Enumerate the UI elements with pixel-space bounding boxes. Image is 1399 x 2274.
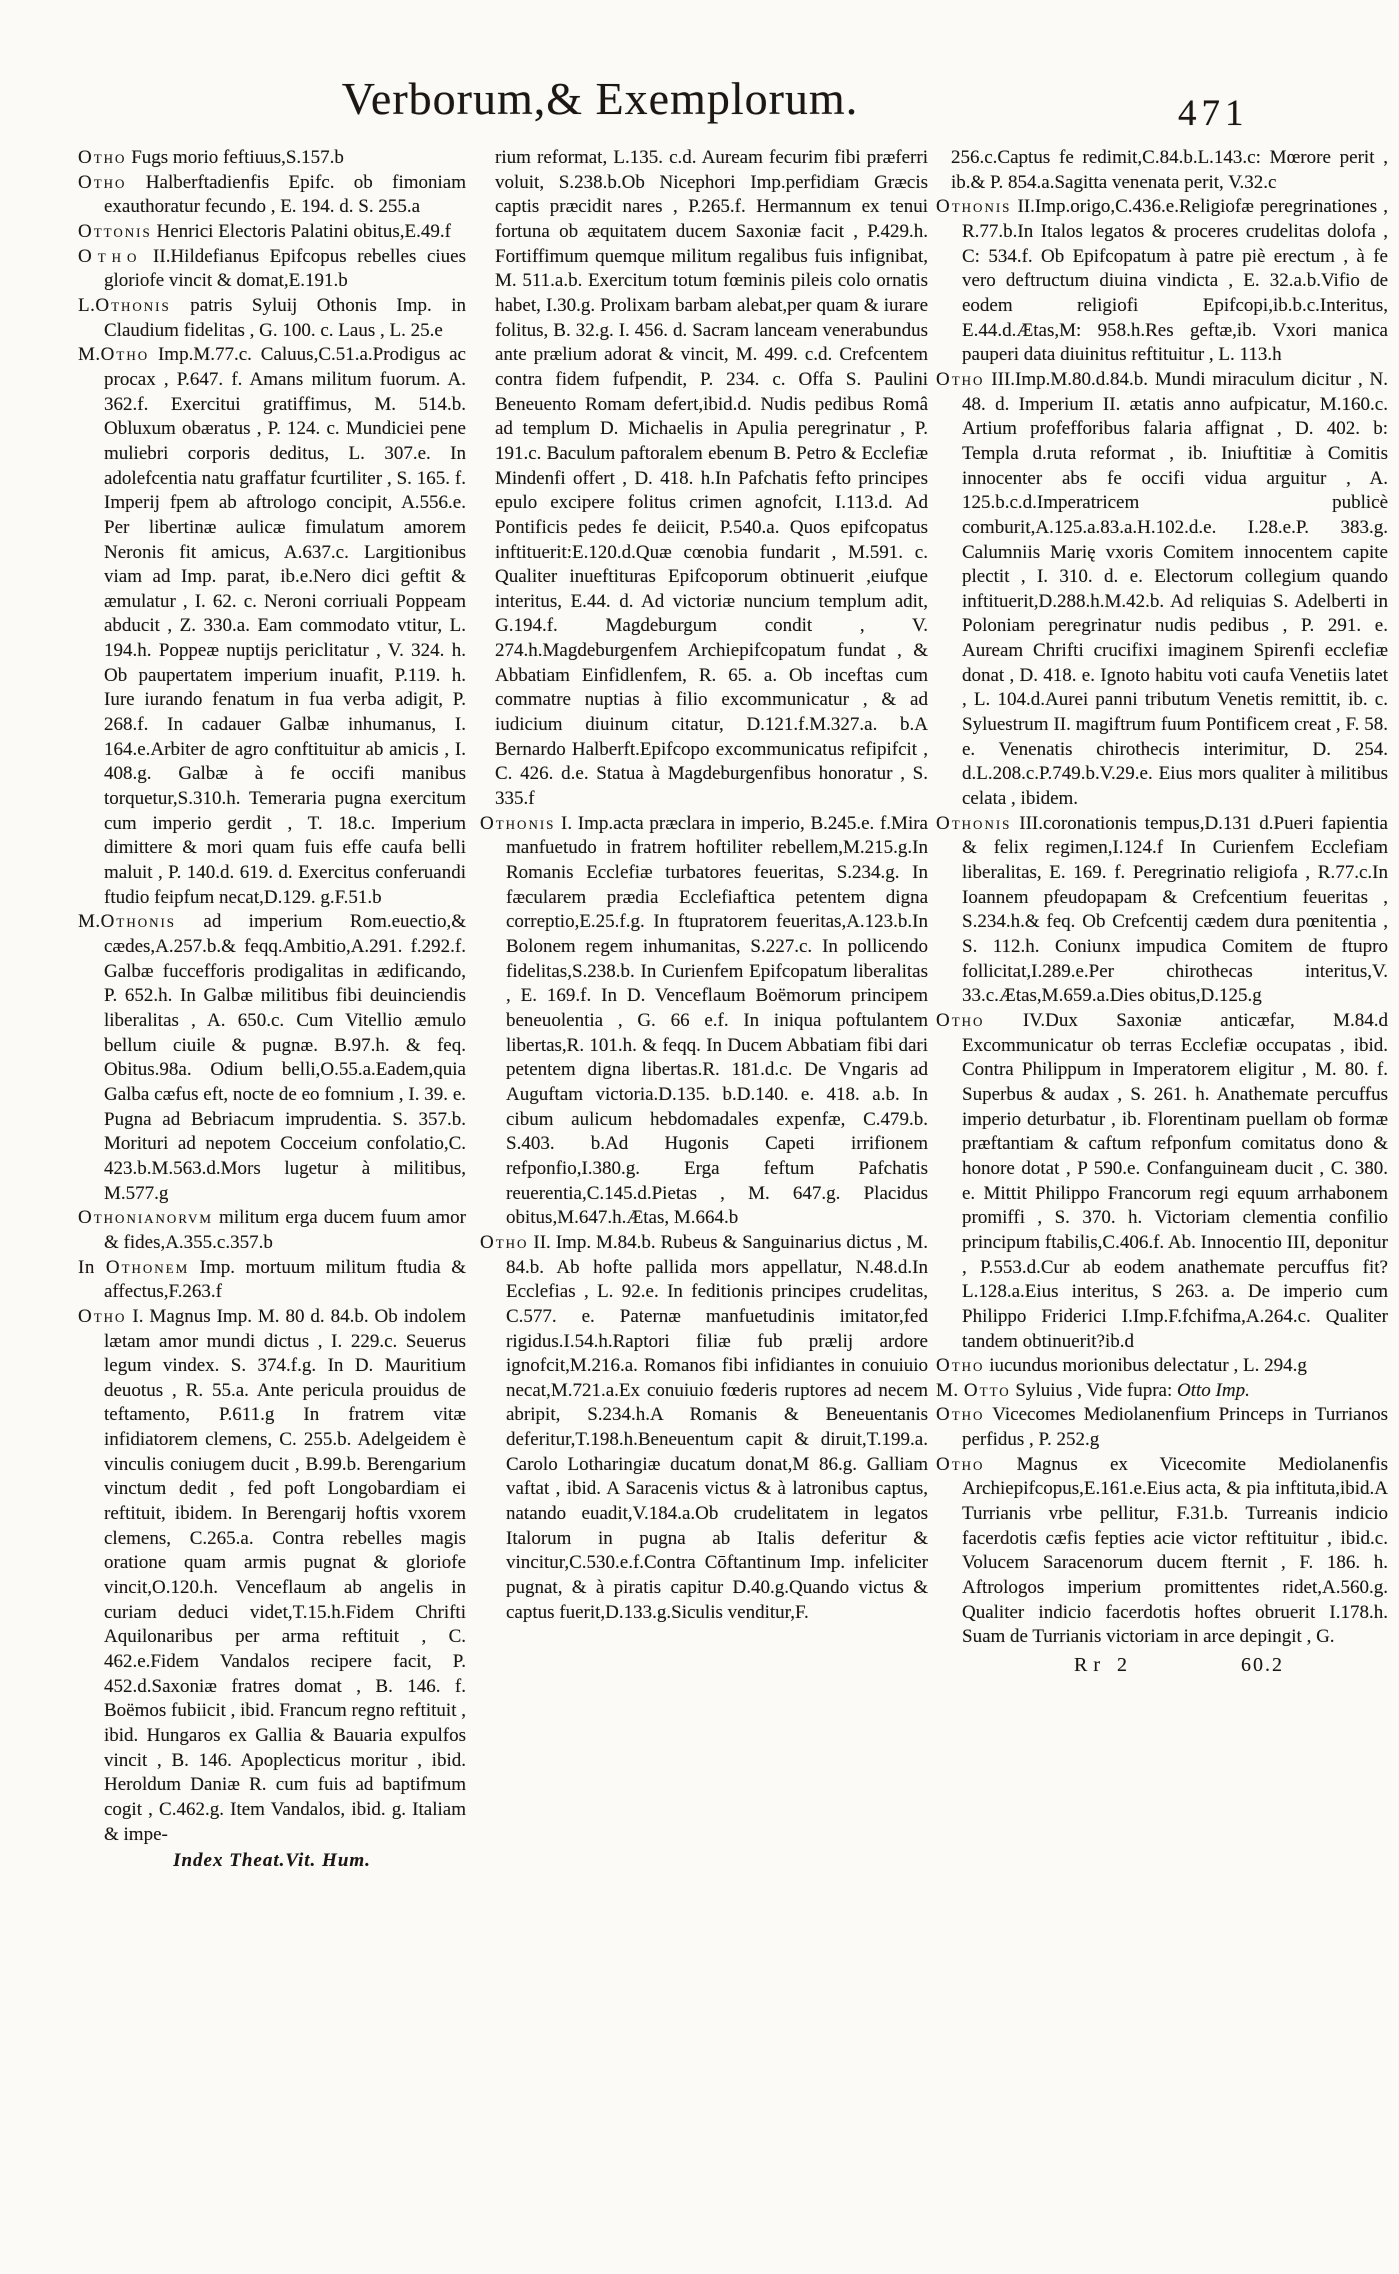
index-entry: [936, 812, 1388, 1009]
entry-headword: Otho: [936, 1453, 985, 1475]
index-entry: [936, 146, 1388, 195]
index-entry: [78, 294, 466, 343]
entry-text: Syluius , Vide fupra:: [1010, 1379, 1178, 1401]
entry-text: Fugs morio feftiuus,S.157.b: [126, 147, 344, 168]
index-entry: [78, 146, 466, 171]
entry-prefix: M.: [78, 344, 101, 366]
index-entry: [480, 1231, 928, 1626]
entry-headword: Otho: [936, 1009, 985, 1031]
index-entry: [78, 343, 466, 910]
entry-text: Magnus ex Vicecomite Mediolanenfis Archiepifcopus,E.161.e.Eius acta, & pia inftituta,ibid.A Turrianis vrbe pellitur, F.31.b. Turreanis indicio facerdotis cæfis fepties acie victor reftituitur , ibid.c. Volucem Saracenorum ducem fternit , F. 186. h. Aftrologos imperium promittentes ridet,A.560.g. Qualiter indicio facerdotis hoftes obruerit I.178.h. Suam de Turrianis victoriam in arce depingit , G.: [962, 1453, 1388, 1648]
entry-headword: Otho: [78, 245, 143, 267]
column-2: [480, 146, 928, 1625]
page-title: Verborum,& Exemplorum.: [341, 73, 859, 124]
entry-prefix: In: [78, 1256, 106, 1278]
entry-text: militum erga ducem fuum amor & fides,A.355.c.357.b: [104, 1207, 466, 1253]
entry-text: Henrici Electoris Palatini obitus,E.49.f: [151, 220, 451, 242]
entry-text: II.Imp.origo,C.436.e.Religiofæ peregrinationes , R.77.b.In Italos legatos & proceres crudelitas dolofa , C: 534.f. Ob Epifcopatum à patre piè erectum , à fe vero deftructum diuina vindicta , E. 32.a.b.Vifio de eodem religiofi Epifcopi,ib.b.c.Interitus, E.44.d.Ætas,M: 958.h.Res geftæ,ib. Vxori manica pauperi data diuinitus reftituitur , L. 113.h: [962, 196, 1388, 366]
index-entry: [936, 1403, 1388, 1452]
entry-text: 256.c.Captus fe redimit,C.84.b.L.143.c: Mœrore perit , ib.& P. 854.a.Sagitta venenata perit, V.32.c: [951, 147, 1388, 193]
entry-text: ad imperium Rom.euectio,& cædes,A.257.b.& feqq.Ambitio,A.291. f.292.f. Galbæ fuccefforis prodigalitas in ædificando, P. 652.h. In Galbæ militibus fibi deuinciendis liberalitas , A. 650.c. Cum Vitellio æmulo bellum ciuile & pugnæ. B.97.h. & feq. Obitus.98a. Odium belli,O.55.a.Eadem,quia Galba cæfus eft, nocte de eo fomnium , I. 39. e. Pugna ad Bebriacum imprudentia. S. 357.b. Morituri ad nepotem Cocceium confolatio,C. 423.b.M.563.d.Mors lugetur à militibus, M.577.g: [104, 911, 466, 1204]
entry-headword: Otho: [78, 1305, 127, 1327]
entry-prefix: M.: [78, 911, 101, 933]
index-entry: [936, 1009, 1388, 1354]
entry-text: II.Hildefianus Epifcopus rebelles ciues gloriofe vincit & domat,E.191.b: [104, 245, 466, 292]
index-entry: [936, 1379, 1388, 1404]
entry-text: I. Magnus Imp. M. 80 d. 84.b. Ob indolem lætam amor mundi dictus , I. 229.c. Seuerus legum vindex. S. 374.f.g. In D. Mauritium deuotus , R. 55.a. Ante pericula prouidus de teftamento, P.611.g In fratrem vitæ infidiatorem clemens, C. 255.b. Adelgeidem è vinculis coniugem ducit , B.99.b. Berengarium vinctum dedit , fed poft Longobardiam ei reftituit, ibidem. In Berengarij hoftis vxorem clemens, C.265.a. Contra rebelles magis oratione quam armis pugnat & gloriofe vincit,O.120.h. Venceflaum ab angelis in curiam deduci videt,T.15.h.Fidem Chrifti Aquilonaribus per arma reftituit , C. 462.e.Fidem Vandalos recipere facit, P. 452.d.Saxoniæ fratres domat , B. 146. f. Boëmos fubiicit , ibid. Francum regno reftituit , ibid. Hungaros ex Gallia & Bauaria expulfos vincit , B. 146. Apoplecticus moritur , ibid. Heroldum Daniæ R. cum fuis ad baptifmum cogit , C.462.g. Item Vandalos, ibid. g. Italiam & impe-: [104, 1305, 466, 1845]
index-entry: [78, 220, 466, 245]
entry-headword: Othonis: [100, 911, 177, 933]
index-entry: [78, 910, 466, 1206]
entry-prefix: M.: [936, 1379, 964, 1401]
index-entry: [480, 812, 928, 1231]
entry-headword: Othonis: [95, 294, 171, 316]
entry-text: Halberftadienfis Epifc. ob fimoniam exauthoratur fecundo , E. 194. d. S. 255.a: [104, 171, 466, 218]
entry-headword: Otho: [78, 171, 127, 193]
entry-headword: Ottonis: [78, 220, 152, 242]
entry-headword: Othonis: [936, 812, 1012, 834]
entry-headword: Otho: [936, 368, 985, 390]
index-series-title: Index Theat.Vit. Hum.: [173, 1850, 371, 1872]
entry-text: I. Imp.acta præclara in imperio, B.245.e. f.Mira manfuetudo in fratrem hoftiliter rebellem,M.215.g.In Romanis Ecclefiæ turbatores feueritas, S.234.g. In fæcularem prædia Ecclefiaftica petentem digna correptio,E.25.f.g. In ftupratorem feueritas,A.123.b.In Bolonem regem inhumanitas, S.227.c. In pollicendo fidelitas,S.238.b. In Curienfem Epifcopatum liberalitas , E. 169.f. In D. Venceflaum Boëmorum principem beneuolentia , G. 66 e.f. In iniqua poftulantem libertas,R. 101.h. & feqq. In Ducem Abbatiam fibi dari petentem digna libertas.R. 181.d.c. De Vngaris ad Auguftam victoria.D.135. b.D.140. e. 418. a.b. In cibum aulicum hebdomadales expenfæ, C.479.b. S.403. b.Ad Hugonis Capeti irrifionem refponfio,I.380.g. Erga feftum Pafchatis reuerentia,C.145.d.Pietas , M. 647.g. Placidus obitus,M.647.h.Ætas, M.664.b: [506, 812, 928, 1229]
index-entry: [78, 171, 466, 220]
entry-headword: Othonem: [105, 1256, 190, 1278]
entry-headword: Othonis: [480, 812, 556, 834]
entry-text: IV.Dux Saxoniæ anticæfar, M.84.d Excommunicatur ob terras Ecclefiæ occupatas , ibid. Contra Philippum in Imperatorem eligitur , M. 80. f. Superbus & audax , S. 261. h. Anathemate percuffus imperio deturbatur , ib. Florentinam puellam ob formæ præftantiam & caftum refponfum comitatus dono & honore dotat , P 590.e. Confanguineam ducit , C. 380. e. Mittit Philippo Francorum regi equum arrhabonem promiffi , S. 370. h. Victoriam clementia confilio principum ftabilis,C.406.f. Ab. Innocentio III, deponitur , P.553.d.Cur ab eodem anathemate percuffus fit?L.128.a.Eius interitus, S 263. a. De imperio cum Philippo Friderici I.Imp.F.fchifma,A.264.c. Qualiter tandem obtinuerit?ib.d: [962, 1009, 1388, 1352]
entry-headword: Otho: [936, 1355, 985, 1377]
entry-prefix: L.: [78, 294, 96, 316]
entry-text: iucundus morionibus delectatur , L. 294.g: [984, 1355, 1307, 1377]
index-entry: [936, 195, 1388, 368]
column-1: [60, 146, 466, 1874]
entry-cross-reference: Otto Imp.: [1177, 1379, 1250, 1401]
entry-headword: Othonis: [936, 196, 1012, 218]
index-entry: [936, 368, 1388, 812]
index-entry: [480, 146, 928, 812]
entry-text: III.coronationis tempus,D.131 d.Pueri fapientia & felix regimen,I.124.f In Curienfem Ecclefiam liberalitas, E. 169. f. Peregrinatio religiofa , R.77.c.In Ioannem pfeudopapam & Crefcentium feueritas , S.234.h.& feq. Ob Crefcentij cædem dura pœnitentia , S. 112.h. Coniunx impudica Comitem de ftupro follicitat,I.289.e.Per chirothecas interitus,V. 33.c.Ætas,M.659.a.Dies obitus,D.125.g: [962, 812, 1388, 1007]
index-entry: [78, 1305, 466, 1847]
entry-headword: Othonianorvm: [78, 1207, 213, 1229]
entry-text: rium reformat, L.135. c.d. Auream fecurim fibi præferri voluit, S.238.b.Ob Nicephori Imp.perfidiam Græcis captis præcidit nares , P.265.f. Hermannum ex tenui fortuna ob æquitatem ducem Saxoniæ facit , P.429.h. Fortiffimum quemque militum regalibus fuis infignibat, M. 511.a.b. Exercitum totum fœminis pileis colo ornatis habet, I.30.g. Prolixam barbam alebat,per quam & iurare folitus, B. 32.g. I. 456. d. Sacram lanceam venerabundus ante prælium adorat & vincit, M. 499. c.d. Crefcentem contra fidem fufpendit, P. 234. c. Offa S. Paulini Beneuento Romam defert,ibid.d. Nudis pedibus Româ ad templum D. Michaelis in Apulia peregrinatur , P. 191.c. Baculum paftoralem ebenum B. Petro & Ecclefiæ Mindenfi offert , D. 418. h.In Pafchatis fefto principes epulo excipere folitus crimen agnofcit, I.113.d. Ad Pontificis pedes fe deiicit, P.540.a. Quos epifcopatus inftituerit:E.120.d.Quæ cœnobia fundarit , M.591. c. Qualiter inueftituras Epifcoporum obtinuerit ,eiufque interitus, E.44. d. Ad victoriæ nuncium templum adit, G.194.f. Magdeburgum condit , V. 274.h.Magdeburgenfem Archiepifcopatum fundat , & Abbatiam Einfidlenfem, R. 65. a. Ob inceftas cum commatre nuptias à filio excommunicatur , & ad iudicium diuinum citatur, D.121.f.M.327.a. b.A Bernardo Halberft.Epifcopo excommunicatus refipifcit , C. 426. d.e. Statua à Magdeburgenfibus honoratur , S. 335.f: [495, 147, 928, 810]
index-entry: [936, 1354, 1388, 1379]
entry-text: III.Imp.M.80.d.84.b. Mundi miraculum dicitur , N. 48. d. Imperium II. ætatis anno aufpicatur, M.160.c. Artium profefforibus falaria affignat , D. 402. b: Templa d.ruta reformat , ib. Iniuftitiæ à Comitis innocenter abs fe occifi vidua arguitur , A. 125.b.c.d.Imperatricem publicè comburit,A.125.a.83.a.H.102.d.e. I.28.e.P. 383.g. Calumniis Marię vxoris Comitem innocentem capite plectit , I. 310. d. e. Electorum collegium quando inftituerit,D.288.h.M.42.b. Ad reliquias S. Adelberti in Poloniam peregrinatur nudis pedibus , P. 291. e. Auream Chrifti crucifixi imaginem Spirenfi ecclefiæ donat , D. 418. e. Ignoto habitu voti caufa Venetiis latet , L. 104.d.Aurei panni tributum Venetis remittit, ib. c. Syluestrum II. magiftrum fuum Pontificem creat , F. 58. e. Venenatis chirothecis interimitur, D. 254. d.L.208.c.P.749.b.V.29.e. Eius mors qualiter à militibus celata , ibidem.: [962, 368, 1388, 810]
entry-headword: Otho: [78, 147, 127, 168]
signature-row: [936, 1653, 1388, 1678]
entry-headword: Otho: [480, 1231, 529, 1253]
entry-headword: Otho: [100, 344, 150, 366]
index-entry: [78, 245, 466, 294]
entry-headword: Otto: [963, 1379, 1011, 1401]
index-entry: [78, 1206, 466, 1255]
entry-text: Imp.M.77.c. Caluus,C.51.a.Prodigus ac procax , P.647. f. Amans militum fuorum. A. 362.f. Exercitui gratiffimus, M. 514.b. Obluxum obæratus , P. 124. c. Mundiciei pene muliebri corporis deditus, L. 307.e. In adolefcentia natu graffatur fcurtiliter , S. 165. f. Imperij fpem ab aftrologo concipit, A.556.e. Per libertinæ aulicæ fimulatum amorem Neronis fit amicus, A.637.c. Largitionibus viam ad Imp. parat, ib.e.Nero dici geftit & æmulatur , I. 62. c. Neroni corriuali Poppeam abducit , Z. 330.a. Eam commodato vtitur, L. 194.h. Poppeæ nuptijs periclitatur , V. 324. h. Ob paupertatem imperium inuafit, P.119. h. Iure iurando fenatum in fua verba adigit, P. 268.f. In cadauer Galbæ inhumanus, I. 164.e.Arbiter de agro conftituitur ab amicis , I. 408.g. Galbæ à fe occifi manibus torquetur,S.310.h. Temeraria pugna exercitum cum imperio gerdit , T. 18.c. Imperium dimittere & mori quam fuis effe caufa belli maluit , P. 140.d. 619. d. Exercitus conferuandi ftudio feipfum necat,D.129. g.F.51.b: [104, 344, 466, 908]
catchword: 60.2: [1241, 1654, 1284, 1677]
entry-headword: Otho: [936, 1404, 985, 1426]
running-head: [160, 74, 1040, 124]
index-entry: [936, 1453, 1388, 1650]
index-entry: [78, 1256, 466, 1305]
entry-text: Vicecomes Mediolanenfium Princeps in Turrianos perfidus , P. 252.g: [962, 1404, 1388, 1451]
column-3: [936, 146, 1388, 1678]
entry-text: II. Imp. M.84.b. Rubeus & Sanguinarius dictus , M. 84.b. Ab hofte pallida mors appellatur, N.48.d.In Ecclefias , L. 92.e. In feditionis principes crudelitas, C.577. e. Paternæ manfuetudinis imitator,fed rigidus.I.54.h.Raptori filiæ fub prælij ardore ignofcit,M.216.a. Romanos fibi infidiantes in conuiuio necat,M.721.a.Ex conuiuio fœderis ruptores ad necem abripit, S.234.h.A Romanis & Beneuentanis deferitur,T.198.h.Beneuentum capit & diruit,T.199.a. Carolo Lotharingiæ ducatum donat,M 86.g. Galliam vaftat , ibid. A Saracenis victus & à latronibus captus, natando euadit,V.184.a.Ob crudelitatem in legatos Italorum in pugna ab Italis deferitur & vincitur,C.530.e.f.Contra Cōftantinum Imp. infeliciter pugnat, & à piratis capitur D.40.g.Quando victus & captus fuerit,D.133.g.Siculis venditur,F.: [506, 1231, 928, 1623]
page-number: 471: [1178, 93, 1249, 134]
entry-text: Imp. mortuum militum ftudia & affectus,F.263.f: [104, 1256, 466, 1303]
entry-text: patris Syluij Othonis Imp. in Claudium fidelitas , G. 100. c. Laus , L. 25.e: [104, 294, 466, 341]
signature-mark: Rr 2: [1074, 1654, 1133, 1677]
